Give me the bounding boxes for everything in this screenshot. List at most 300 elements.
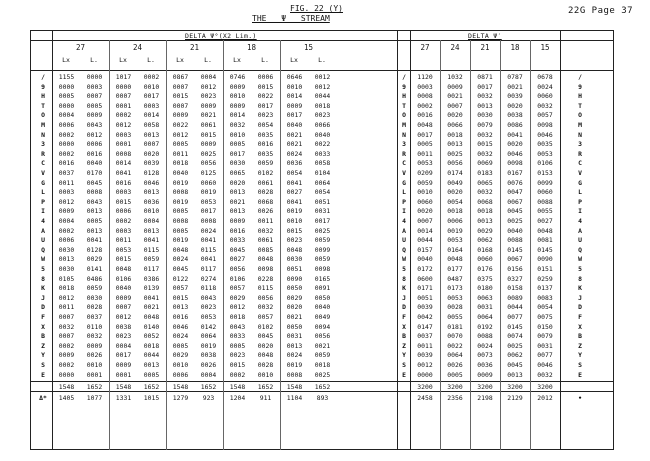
- table-cell: 0038: [200, 351, 217, 360]
- wheel-header-right: 21: [480, 43, 490, 52]
- row-label: W: [578, 255, 582, 264]
- table-cell: 0002: [58, 149, 75, 158]
- total-cell: 1652: [257, 383, 274, 392]
- table-cell: 0023: [257, 111, 274, 120]
- table-cell: 0040: [286, 121, 303, 129]
- table-cell: 0007: [86, 92, 103, 101]
- table-cell: 0053: [115, 245, 132, 254]
- table-cell: 0050: [286, 322, 303, 331]
- table-cell: 0049: [447, 178, 463, 187]
- table-cell: 0003: [115, 130, 132, 139]
- table-cell: 0025: [507, 341, 523, 350]
- total-cell: 1652: [200, 383, 217, 392]
- table-cell: 0030: [58, 245, 75, 254]
- table-cell: 0007: [172, 101, 189, 110]
- table-cell: 0062: [477, 236, 493, 245]
- table-cell: 0003: [86, 82, 103, 91]
- table-cell: 0002: [58, 341, 75, 350]
- table-cell: 0098: [257, 265, 274, 273]
- table-cell: 0024: [172, 255, 189, 264]
- table-cell: 0008: [200, 217, 217, 225]
- table-cell: 0041: [286, 178, 303, 187]
- table-cell: 0032: [477, 92, 493, 101]
- table-cell: 0017: [257, 101, 274, 110]
- table-cell: 0007: [115, 92, 132, 101]
- table-cell: 0051: [314, 197, 331, 206]
- table-cell: 0028: [447, 303, 463, 312]
- table-cell: 0105: [58, 274, 75, 283]
- row-label: K: [41, 284, 45, 293]
- table-cell: 0009: [200, 140, 217, 149]
- table-cell: 0005: [172, 207, 189, 216]
- row-label: 3: [41, 140, 45, 149]
- table-cell: 0040: [115, 284, 132, 293]
- table-cell: 0008: [286, 370, 303, 379]
- table-cell: 0066: [447, 121, 463, 129]
- table-cell: 0041: [143, 236, 160, 245]
- row-label: /: [41, 73, 45, 81]
- row-label: S: [578, 361, 582, 369]
- table-cell: 0013: [477, 101, 493, 110]
- table-cell: 0060: [537, 188, 553, 197]
- table-cell: 0059: [86, 284, 103, 293]
- table-cell: 0032: [537, 101, 553, 110]
- total-label: [35, 383, 51, 391]
- table-cell: 0043: [200, 293, 217, 302]
- table-cell: 0002: [229, 370, 246, 379]
- table-cell: 0040: [507, 226, 523, 235]
- table-cell: 1032: [447, 73, 463, 81]
- table-cell: 0032: [58, 322, 75, 331]
- table-cell: 0003: [143, 101, 160, 110]
- table-cell: 0065: [229, 169, 246, 177]
- row-label: 5: [402, 265, 406, 273]
- table-cell: 0024: [200, 226, 217, 235]
- right-band-title: DELTA Ψ′: [468, 32, 502, 40]
- row-label: N: [41, 130, 45, 139]
- table-cell: 0013: [143, 130, 160, 139]
- table-cell: 0010: [257, 370, 274, 379]
- row-label: X: [578, 322, 582, 331]
- table-cell: 0012: [314, 82, 331, 91]
- table-cell: 0023: [200, 92, 217, 101]
- row-label: F: [41, 313, 45, 321]
- table-cell: 0015: [477, 140, 493, 149]
- table-cell: 0005: [447, 370, 463, 379]
- total-cell: 1077: [86, 394, 103, 403]
- sub-header: Lx: [176, 56, 184, 64]
- table-cell: 1155: [58, 73, 75, 81]
- row-label: D: [41, 303, 45, 312]
- table-cell: 0017: [314, 217, 331, 225]
- table-cell: 0032: [477, 149, 493, 158]
- wheel-header-left: 21: [189, 43, 200, 52]
- table-cell: 0014: [115, 159, 132, 168]
- table-cell: 0015: [200, 130, 217, 139]
- table-cell: 0165: [314, 274, 331, 283]
- total-cell: 1652: [314, 383, 331, 392]
- table-cell: 0600: [417, 274, 433, 283]
- table-cell: 0172: [417, 265, 433, 273]
- table-cell: 0067: [507, 197, 523, 206]
- table-cell: 0171: [417, 284, 433, 293]
- row-label: V: [402, 169, 406, 177]
- table-cell: 0016: [229, 226, 246, 235]
- wheel-header-left: 24: [132, 43, 143, 52]
- table-cell: 0012: [200, 82, 217, 91]
- sub-header: L.: [204, 56, 212, 64]
- table-cell: 0787: [507, 73, 523, 81]
- table-cell: 0059: [314, 255, 331, 264]
- table-cell: 0019: [172, 178, 189, 187]
- total-cell: 2012: [537, 394, 553, 403]
- total-cell: 923: [202, 394, 215, 403]
- table-cell: 0041: [507, 130, 523, 139]
- table-cell: 0022: [314, 140, 331, 149]
- table-cell: 0013: [229, 188, 246, 197]
- table-cell: 0059: [257, 159, 274, 168]
- table-cell: 0043: [86, 121, 103, 129]
- table-cell: 0007: [58, 332, 75, 341]
- table-cell: 0181: [447, 322, 463, 331]
- table-cell: 0029: [286, 293, 303, 302]
- left-band-title: DELTA Ψ°(X2 Lim.): [185, 32, 257, 40]
- table-cell: 0007: [172, 82, 189, 91]
- table-cell: 0039: [143, 159, 160, 168]
- row-label: L: [41, 188, 45, 197]
- table-cell: 0030: [477, 111, 493, 120]
- table-cell: 0021: [286, 130, 303, 139]
- total-cell: 911: [259, 394, 272, 403]
- table-cell: 0036: [477, 361, 493, 369]
- table-cell: 0061: [200, 121, 217, 129]
- row-label: D: [578, 303, 582, 312]
- table-cell: 0002: [115, 217, 132, 225]
- table-cell: 0085: [257, 245, 274, 254]
- row-label: I: [578, 207, 582, 216]
- table-cell: 0058: [143, 121, 160, 129]
- table-cell: 0098: [314, 265, 331, 273]
- table-cell: 0006: [257, 73, 274, 81]
- table-cell: 0106: [229, 274, 246, 283]
- table-cell: 0646: [286, 73, 303, 81]
- row-label: S: [402, 361, 406, 369]
- row-label: U: [578, 236, 582, 245]
- table-cell: 0151: [537, 265, 553, 273]
- table-cell: 0017: [200, 207, 217, 216]
- table-cell: 0090: [286, 274, 303, 283]
- table-cell: 0274: [200, 274, 217, 283]
- table-cell: 0059: [314, 351, 331, 360]
- table-cell: 0180: [477, 284, 493, 293]
- table-cell: 0027: [286, 188, 303, 197]
- table-cell: 0048: [172, 245, 189, 254]
- table-cell: 0005: [172, 341, 189, 350]
- table-cell: 0004: [115, 341, 132, 350]
- table-cell: 0012: [58, 197, 75, 206]
- table-cell: 0020: [286, 303, 303, 312]
- row-label: I: [402, 207, 406, 216]
- table-cell: 0041: [286, 197, 303, 206]
- table-cell: 0017: [229, 149, 246, 158]
- table-cell: 0024: [286, 351, 303, 360]
- table-cell: 0022: [447, 341, 463, 350]
- table-cell: 0051: [417, 293, 433, 302]
- row-label: Q: [402, 245, 406, 254]
- table-cell: 0024: [537, 82, 553, 91]
- table-cell: 0007: [143, 140, 160, 149]
- table-cell: 0033: [229, 236, 246, 245]
- table-cell: 0018: [447, 207, 463, 216]
- table-cell: 0013: [172, 303, 189, 312]
- table-cell: 0013: [229, 207, 246, 216]
- table-cell: 0013: [143, 188, 160, 197]
- row-label: E: [402, 370, 406, 379]
- table-cell: 0026: [447, 361, 463, 369]
- table-cell: 0028: [257, 361, 274, 369]
- table-cell: 0036: [286, 159, 303, 168]
- table-cell: 0228: [257, 274, 274, 283]
- table-cell: 0046: [537, 130, 553, 139]
- table-cell: 0073: [477, 351, 493, 360]
- table-cell: 0012: [115, 313, 132, 321]
- table-cell: 0115: [143, 245, 160, 254]
- table-cell: 0020: [507, 101, 523, 110]
- table-cell: 0007: [447, 101, 463, 110]
- table-cell: 0044: [143, 351, 160, 360]
- table-cell: 0054: [447, 197, 463, 206]
- row-label: T: [41, 101, 45, 110]
- table-cell: 0177: [447, 265, 463, 273]
- table-cell: 0006: [86, 140, 103, 149]
- table-cell: 0011: [172, 149, 189, 158]
- row-label: P: [402, 197, 406, 206]
- row-label: 4: [402, 217, 406, 225]
- sub-header: Lx: [233, 56, 241, 64]
- table-cell: 0069: [477, 159, 493, 168]
- table-cell: 0012: [58, 293, 75, 302]
- row-label: T: [578, 101, 582, 110]
- sub-header: L.: [261, 56, 269, 64]
- row-label: F: [578, 313, 582, 321]
- table-cell: 0001: [115, 140, 132, 149]
- table-cell: 0259: [537, 274, 553, 283]
- table-cell: 0030: [86, 293, 103, 302]
- table-cell: 0055: [537, 207, 553, 216]
- row-label: 3: [578, 140, 582, 149]
- table-cell: 0054: [537, 303, 553, 312]
- table-cell: 0010: [172, 361, 189, 369]
- table-cell: 0014: [286, 92, 303, 101]
- row-label: Y: [578, 351, 582, 360]
- row-label: 8: [578, 274, 582, 283]
- table-cell: 0164: [447, 245, 463, 254]
- table-cell: 0386: [143, 274, 160, 283]
- table-cell: 0118: [200, 284, 217, 293]
- table-cell: 0064: [477, 313, 493, 321]
- table-cell: 0032: [257, 303, 274, 312]
- table-cell: 0016: [58, 159, 75, 168]
- table-cell: 0049: [314, 313, 331, 321]
- table-cell: 0045: [86, 178, 103, 187]
- table-cell: 0141: [86, 265, 103, 273]
- table-cell: 0031: [286, 332, 303, 341]
- table-cell: 0032: [537, 370, 553, 379]
- table-cell: 0032: [257, 226, 274, 235]
- table-cell: 0012: [229, 303, 246, 312]
- row-label: M: [402, 121, 406, 129]
- table-cell: 0053: [447, 236, 463, 245]
- table-cell: 0041: [200, 255, 217, 264]
- table-cell: 0110: [86, 322, 103, 331]
- table-cell: 0018: [447, 130, 463, 139]
- table-cell: 0032: [229, 121, 246, 129]
- table-cell: 0019: [200, 188, 217, 197]
- table-cell: 0029: [172, 351, 189, 360]
- total-cell: 1204: [229, 394, 246, 403]
- table-cell: 0048: [537, 226, 553, 235]
- table-cell: 0058: [314, 159, 331, 168]
- total-cell: 1548: [58, 383, 75, 392]
- table-cell: 0025: [447, 149, 463, 158]
- table-cell: 0020: [257, 341, 274, 350]
- table-cell: 0000: [58, 101, 75, 110]
- table-cell: 0015: [172, 293, 189, 302]
- table-cell: 0173: [447, 284, 463, 293]
- table-cell: 0039: [417, 351, 433, 360]
- table-cell: 0053: [447, 293, 463, 302]
- row-label: T: [402, 101, 406, 110]
- table-cell: 0013: [286, 341, 303, 350]
- table-cell: 0042: [417, 313, 433, 321]
- row-label: /: [578, 73, 582, 81]
- table-cell: 0020: [143, 149, 160, 158]
- table-cell: 0037: [86, 313, 103, 321]
- table-cell: 0013: [507, 370, 523, 379]
- table-cell: 0004: [58, 217, 75, 225]
- table-cell: 0170: [86, 169, 103, 177]
- table-cell: 0046: [143, 178, 160, 187]
- table-cell: 0040: [417, 255, 433, 264]
- table-cell: 0060: [200, 178, 217, 187]
- table-cell: 0008: [172, 188, 189, 197]
- table-cell: 0023: [314, 111, 331, 120]
- table-cell: 0021: [286, 140, 303, 149]
- row-label: B: [402, 332, 406, 341]
- table-cell: 0009: [229, 82, 246, 91]
- table-cell: 0044: [417, 236, 433, 245]
- table-cell: 0009: [447, 82, 463, 91]
- table-cell: 0040: [172, 169, 189, 177]
- table-cell: 0016: [257, 140, 274, 149]
- table-cell: 0050: [314, 293, 331, 302]
- table-cell: 0053: [537, 149, 553, 158]
- table-cell: 0156: [507, 265, 523, 273]
- table-cell: 0000: [58, 82, 75, 91]
- table-cell: 0076: [507, 178, 523, 187]
- table-cell: 0051: [286, 265, 303, 273]
- table-cell: 0041: [200, 236, 217, 245]
- table-cell: 0157: [417, 245, 433, 254]
- table-cell: 0054: [286, 169, 303, 177]
- table-cell: 0009: [58, 351, 75, 360]
- row-label: 9: [578, 82, 582, 91]
- table-cell: 0094: [314, 322, 331, 331]
- table-cell: 0013: [143, 361, 160, 369]
- totals-row-separator: [30, 391, 614, 392]
- row-label: H: [578, 92, 582, 101]
- total-cell: 1548: [229, 383, 246, 392]
- row-label: U: [41, 236, 45, 245]
- total-cell: 1405: [58, 394, 75, 403]
- table-cell: 0000: [58, 370, 75, 379]
- table-cell: 0089: [507, 293, 523, 302]
- table-cell: 0005: [229, 341, 246, 350]
- row-label: Z: [578, 341, 582, 350]
- table-cell: 0036: [143, 197, 160, 206]
- table-cell: 0030: [229, 159, 246, 168]
- wheel-header-left: 27: [75, 43, 86, 52]
- table-cell: 0008: [115, 149, 132, 158]
- table-cell: 0002: [417, 101, 433, 110]
- table-cell: 0041: [143, 293, 160, 302]
- table-cell: 0032: [477, 188, 493, 197]
- table-cell: 0137: [537, 284, 553, 293]
- table-cell: 0035: [257, 149, 274, 158]
- table-cell: 0007: [115, 303, 132, 312]
- table-cell: 0009: [172, 111, 189, 120]
- table-cell: 0004: [143, 217, 160, 225]
- row-label: Y: [402, 351, 406, 360]
- total-cell: 3200: [447, 383, 463, 392]
- page-number: 22G Page 37: [568, 6, 634, 16]
- table-cell: 0067: [507, 255, 523, 264]
- table-cell: 0043: [86, 197, 103, 206]
- table-cell: 0327: [507, 274, 523, 283]
- total-cell: 893: [316, 394, 329, 403]
- trailing-mark: •: [578, 394, 582, 403]
- row-label: V: [41, 169, 45, 177]
- total-cell: 2129: [507, 394, 523, 403]
- table-cell: 0025: [507, 217, 523, 225]
- table-cell: 0009: [286, 101, 303, 110]
- table-cell: 0032: [477, 130, 493, 139]
- row-label: W: [402, 255, 406, 264]
- table-cell: 0054: [314, 188, 331, 197]
- table-cell: 0077: [507, 313, 523, 321]
- row-label: G: [41, 178, 45, 187]
- row-label: O: [578, 111, 582, 120]
- table-cell: 0028: [257, 188, 274, 197]
- table-cell: 0091: [314, 284, 331, 293]
- total-label: Δ*: [39, 394, 47, 403]
- table-cell: 0068: [477, 197, 493, 206]
- row-label: X: [41, 322, 45, 331]
- table-cell: 0009: [229, 217, 246, 225]
- right-end-divider: [560, 30, 561, 450]
- table-cell: 0010: [417, 188, 433, 197]
- table-cell: 0012: [172, 130, 189, 139]
- row-label: C: [578, 159, 582, 168]
- row-label: F: [402, 313, 406, 321]
- total-cell: 1548: [172, 383, 189, 392]
- table-cell: 0011: [115, 236, 132, 245]
- table-cell: 0059: [314, 236, 331, 245]
- table-cell: 0005: [417, 140, 433, 149]
- total-cell: 3200: [477, 383, 493, 392]
- table-cell: 0045: [229, 245, 246, 254]
- table-cell: 0001: [115, 101, 132, 110]
